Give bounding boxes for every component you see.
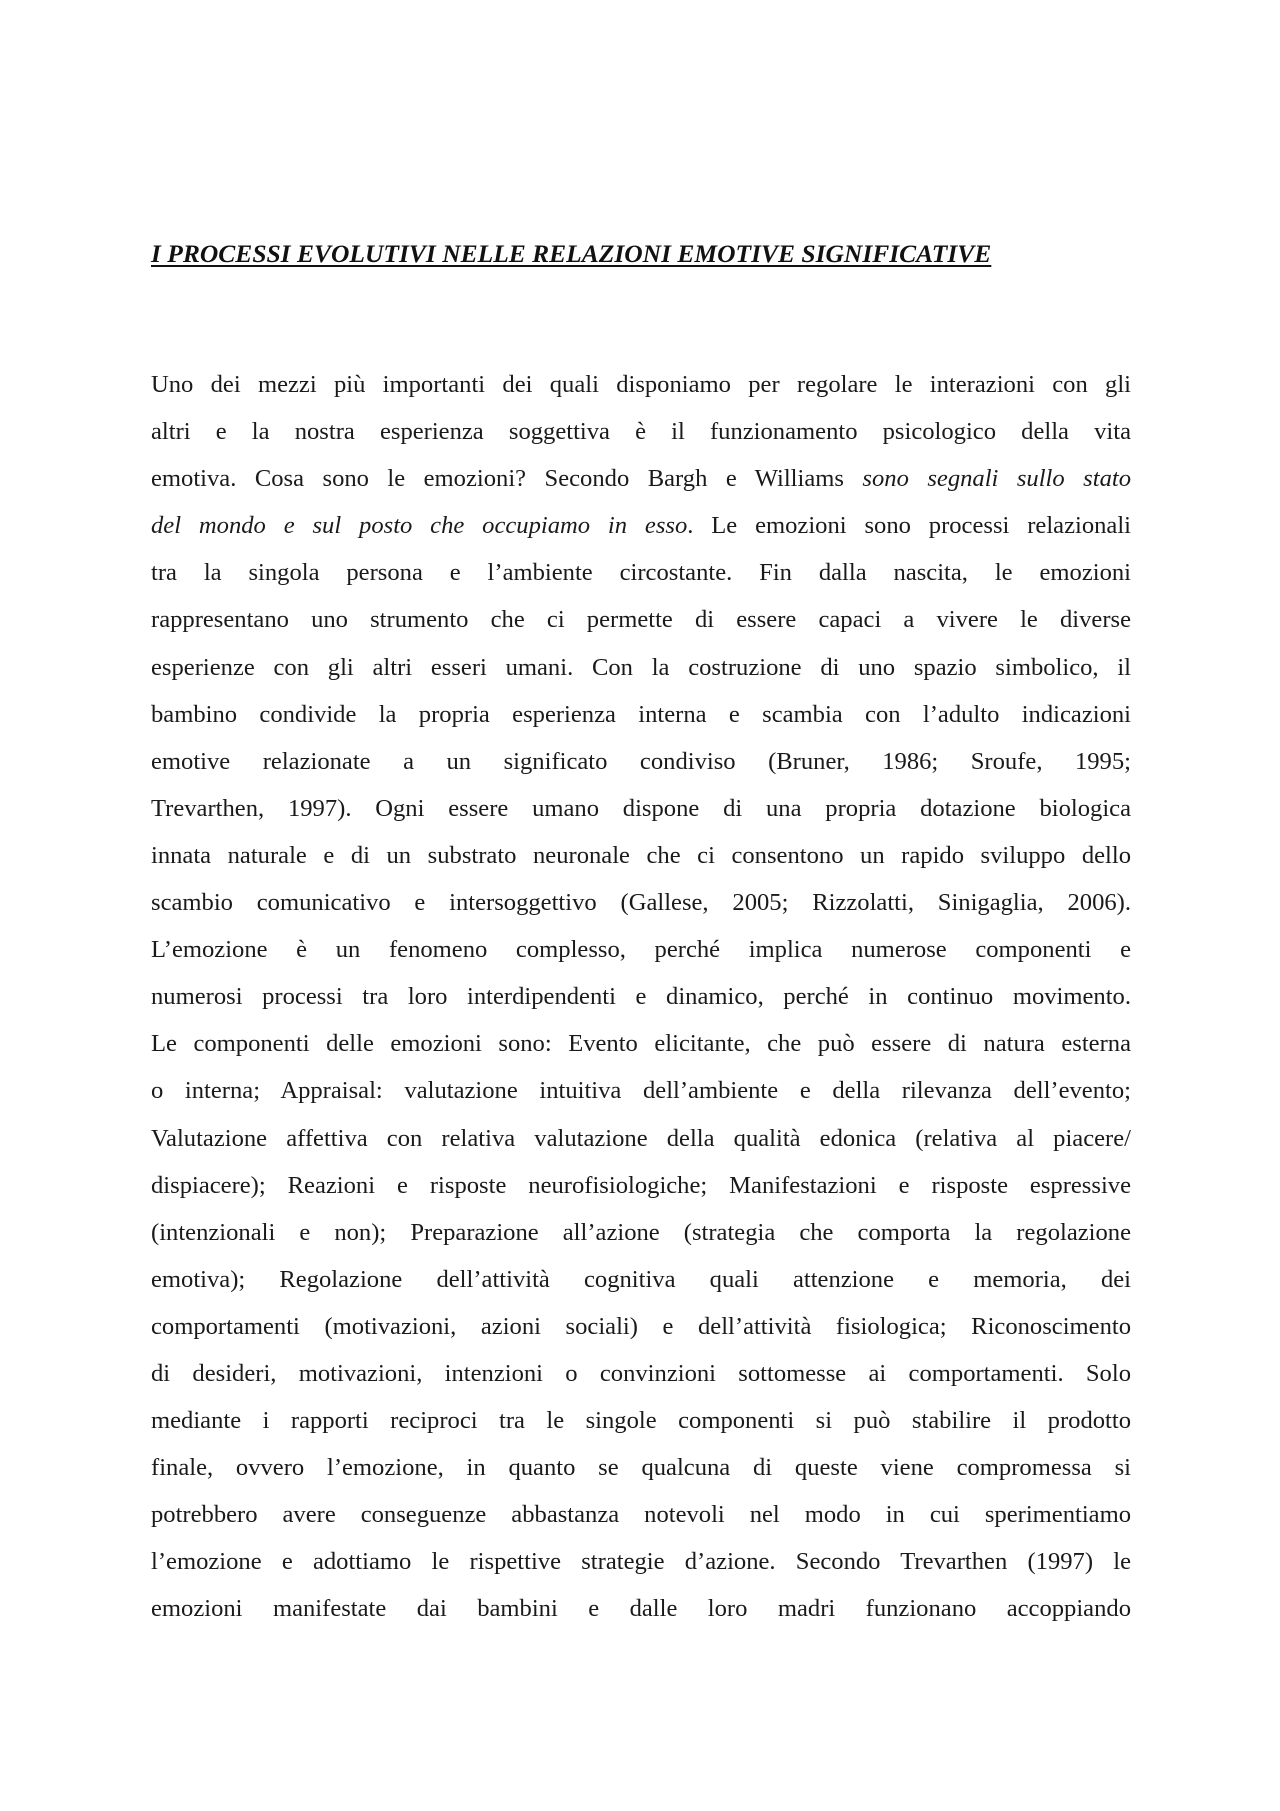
document-title: I PROCESSI EVOLUTIVI NELLE RELAZIONI EMOTIVE SIGNIFICATIVE: [151, 239, 992, 268]
text-line: bambino condivide la propria esperienza interna e scambia con l’adulto indicazioni: [151, 700, 1131, 728]
text-line: rappresentano uno strumento che ci permette di essere capaci a vivere le diverse: [151, 606, 1131, 634]
text-line: l’emozione e adottiamo le rispettive strategie d’azione. Secondo Trevarthen (1997) le: [151, 1548, 1131, 1576]
text-line: Uno dei mezzi più importanti dei quali disponiamo per regolare le interazioni con gli: [151, 371, 1131, 398]
text-line: mediante i rapporti reciproci tra le singole componenti si può stabilire il prodotto: [151, 1407, 1131, 1435]
text-line: esperienze con gli altri esseri umani. Con la costruzione di uno spazio simbolico, il: [151, 653, 1131, 681]
italic-quote: del mondo e sul posto che occupiamo in esso: [151, 512, 688, 540]
text-line: [151, 502, 1131, 549]
body-paragraph: [151, 361, 1131, 1633]
text-line: numerosi processi tra loro interdipendenti e dinamico, perché in continuo movimento.: [151, 983, 1131, 1011]
text-line: emotiva); Regolazione dell’attività cognitiva quali attenzione e memoria, dei: [151, 1265, 1131, 1293]
text-segment: . Le emozioni sono processi relazionali: [687, 512, 1131, 540]
text-line: innata naturale e di un substrato neuronale che ci consentono un rapido sviluppo dello: [151, 841, 1131, 869]
text-line: [151, 455, 1131, 502]
text-line: finale, ovvero l’emozione, in quanto se qualcuna di queste viene compromessa si: [151, 1454, 1131, 1482]
text-line: comportamenti (motivazioni, azioni sociali) e dell’attività fisiologica; Riconoscimento: [151, 1312, 1131, 1340]
text-line: Le componenti delle emozioni sono: Evento elicitante, che può essere di natura esterna: [151, 1030, 1131, 1058]
text-line: dispiacere); Reazioni e risposte neurofisiologiche; Manifestazioni e risposte espressive: [151, 1171, 1131, 1199]
text-line: di desideri, motivazioni, intenzioni o convinzioni sottomesse ai comportamenti. Solo: [151, 1359, 1131, 1387]
text-segment: emotiva. Cosa sono le emozioni? Secondo Bargh e Williams: [151, 465, 863, 493]
text-line: o interna; Appraisal: valutazione intuitiva dell’ambiente e della rilevanza dell’evento;: [151, 1077, 1131, 1105]
text-line: emozioni manifestate dai bambini e dalle loro madri funzionano accoppiando: [151, 1595, 1131, 1623]
text-line: L’emozione è un fenomeno complesso, perché implica numerose componenti e: [151, 936, 1131, 964]
text-line: emotive relazionate a un significato condiviso (Bruner, 1986; Sroufe, 1995;: [151, 747, 1131, 775]
italic-quote: sono segnali sullo stato: [862, 465, 1131, 493]
text-line: scambio comunicativo e intersoggettivo (Gallese, 2005; Rizzolatti, Sinigaglia, 2006).: [151, 889, 1131, 917]
text-line: tra la singola persona e l’ambiente circostante. Fin dalla nascita, le emozioni: [151, 559, 1131, 587]
text-line: Valutazione affettiva con relativa valutazione della qualità edonica (relativa al piacere/: [151, 1124, 1131, 1152]
text-line: altri e la nostra esperienza soggettiva è il funzionamento psicologico della vita: [151, 418, 1131, 446]
text-line: (intenzionali e non); Preparazione all’azione (strategia che comporta la regolazione: [151, 1218, 1131, 1246]
text-line: Trevarthen, 1997). Ogni essere umano dispone di una propria dotazione biologica: [151, 794, 1131, 822]
text-line: potrebbero avere conseguenze abbastanza notevoli nel modo in cui sperimentiamo: [151, 1501, 1131, 1529]
